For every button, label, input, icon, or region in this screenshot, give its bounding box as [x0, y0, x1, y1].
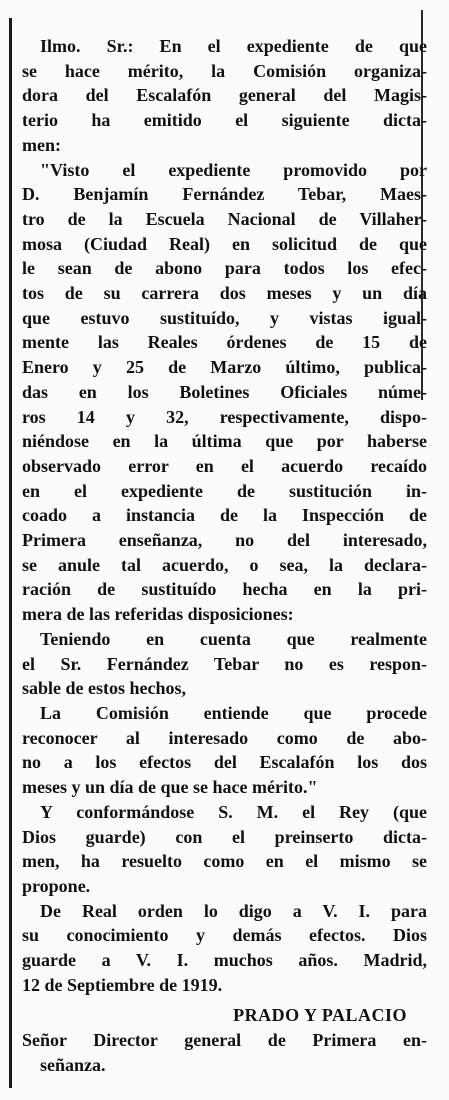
text-line: señanza.: [40, 1054, 106, 1075]
text-line: Señor Director general de Primera en-: [22, 1030, 427, 1051]
text-line: tos de su carrera dos meses y un día: [22, 283, 427, 304]
text-line: men:: [22, 134, 61, 155]
text-line: se anule tal acuerdo, o sea, la declara-: [22, 554, 427, 575]
text-line: en el expediente de sustitución in-: [22, 480, 427, 501]
paragraph-intro: [22, 34, 427, 158]
paragraph-comision: [22, 701, 427, 800]
text-line: Enero y 25 de Marzo último, publica-: [22, 357, 427, 378]
text-line: mosa (Ciudad Real) en solicitud de que: [22, 233, 427, 254]
text-line: tro de la Escuela Nacional de Villaher-: [22, 208, 427, 229]
text-line: reconocer al interesado como de abo-: [22, 727, 427, 748]
text-line: D. Benjamín Fernández Tebar, Maes-: [22, 184, 427, 205]
text-line: coado a instancia de la Inspección de: [22, 505, 427, 526]
paragraph-teniendo: [22, 627, 427, 701]
addressee: [22, 1028, 427, 1077]
text-line: Y conformándose S. M. el Rey (que: [40, 801, 427, 822]
text-line: no a los efectos del Escalafón los dos: [22, 752, 427, 773]
text-line: sable de estos hechos,: [22, 678, 187, 699]
text-line: el Sr. Fernández Tebar no es respon-: [22, 653, 427, 674]
column-rule-left: [9, 18, 12, 1088]
text-line: das en los Boletines Oficiales núme-: [22, 381, 427, 402]
text-line: Teniendo en cuenta que realmente: [40, 628, 427, 649]
text-line: su conocimiento y demás efectos. Dios: [22, 925, 427, 946]
signature: PRADO Y PALACIO: [233, 1005, 407, 1026]
text-line: 12 de Septiembre de 1919.: [22, 974, 223, 995]
text-line: meses y un día de que se hace mérito.": [22, 777, 318, 798]
decree-text-column: [22, 34, 427, 1078]
text-line: "Visto el expediente promovido por: [40, 159, 427, 180]
text-line: Dios guarde) con el preinserto dicta-: [22, 826, 427, 847]
text-line: mente las Reales órdenes de 15 de: [22, 332, 427, 353]
text-line: men, ha resuelto como en el mismo se: [22, 851, 427, 872]
text-line: se hace mérito, la Comisión organiza-: [22, 60, 427, 81]
text-line: propone.: [22, 875, 91, 896]
text-line: dora del Escalafón general del Magis-: [22, 85, 427, 106]
text-line: que estuvo sustituído, y vistas igual-: [22, 307, 427, 328]
text-line: terio ha emitido el siguiente dicta-: [22, 110, 427, 131]
text-line: Ilmo. Sr.: En el expediente de que: [40, 36, 427, 56]
text-line: De Real orden lo digo a V. I. para: [40, 900, 427, 921]
text-line: le sean de abono para todos los efec-: [22, 258, 427, 279]
text-line: mera de las referidas disposiciones:: [22, 604, 294, 625]
text-line: niéndose en la última que por haberse: [22, 431, 427, 452]
paragraph-visto: [22, 158, 427, 627]
text-line: observado error en el acuerdo recaído: [22, 455, 427, 476]
text-line: guarde a V. I. muchos años. Madrid,: [22, 950, 427, 971]
text-line: Primera enseñanza, no del interesado,: [22, 530, 427, 551]
paragraph-closing: [22, 899, 427, 998]
text-line: ración de sustituído hecha en la pri-: [22, 579, 427, 600]
text-line: La Comisión entiende que procede: [40, 702, 427, 723]
paragraph-resolution: [22, 800, 427, 899]
text-line: ros 14 y 32, respectivamente, dispo-: [22, 406, 427, 427]
